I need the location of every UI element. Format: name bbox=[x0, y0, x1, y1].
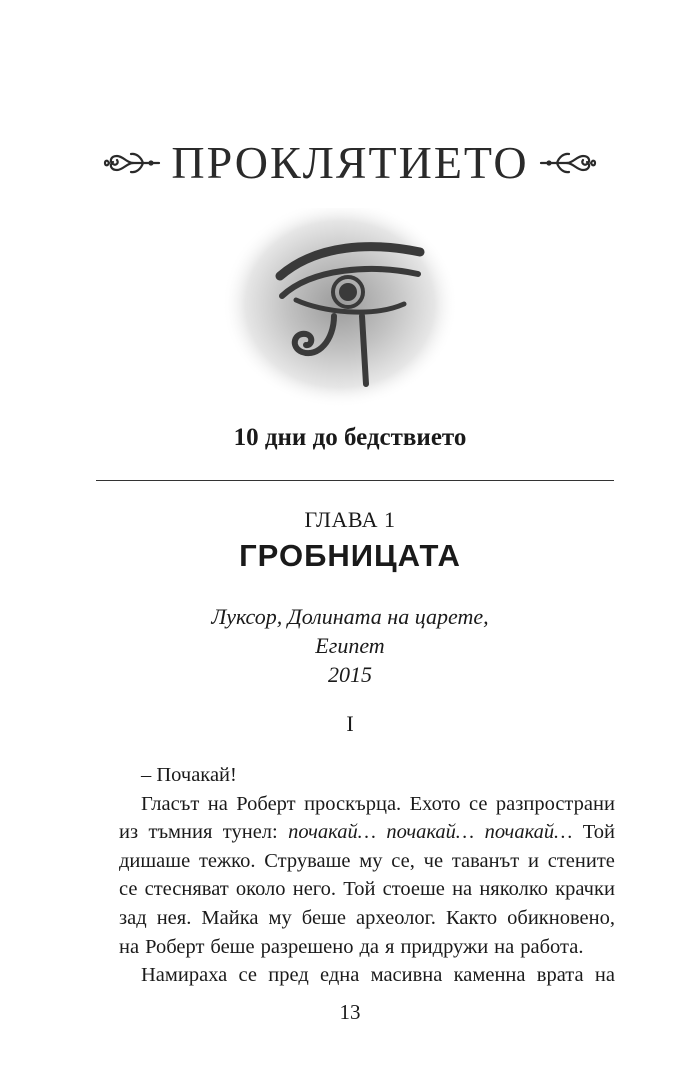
echo-text: почакай… bbox=[386, 821, 475, 844]
countdown-subtitle: 10 дни до бедствието bbox=[233, 424, 467, 451]
setting-line: Египет bbox=[315, 633, 385, 658]
eye-of-horus-icon bbox=[222, 208, 462, 408]
echo-text: почакай… bbox=[484, 821, 573, 844]
text-line: зад нея. Майка му беше археолог. Както обикновено, bbox=[119, 906, 615, 929]
section-number: I bbox=[346, 711, 354, 736]
chapter-title: ГРОБНИЦАТА bbox=[239, 538, 461, 573]
right-flourish-icon bbox=[539, 143, 597, 183]
divider-rule bbox=[96, 480, 614, 481]
chapter-label: ГЛАВА 1 bbox=[304, 507, 396, 532]
text-line: дишаше тежко. Струваше му се, че таванът и стените bbox=[119, 849, 615, 872]
text-line: Намираха се пред една масивна каменна врата на bbox=[141, 964, 615, 987]
book-title: ПРОКЛЯТИЕТО bbox=[171, 137, 529, 188]
text-line: – Почакай! bbox=[141, 764, 237, 786]
eye-emblem bbox=[222, 208, 462, 408]
setting-location bbox=[0, 602, 700, 689]
setting-line: Луксор, Долината на царете, bbox=[211, 604, 489, 629]
text-line: на Роберт беше разрешено да я придружи на работа. bbox=[119, 935, 584, 958]
left-flourish-icon bbox=[103, 143, 161, 183]
echo-text: почакай… bbox=[288, 821, 376, 844]
title-row bbox=[0, 128, 700, 198]
text-line: из тъмния тунел: почакай… почакай… почакай… Той bbox=[119, 818, 615, 847]
text-line: се стесняват около него. Той стоеше на няколко крачки bbox=[119, 878, 615, 901]
text-line: Гласът на Роберт проскърца. Ехото се разпространи bbox=[141, 792, 615, 815]
body-text bbox=[119, 761, 615, 990]
setting-line: 2015 bbox=[328, 662, 372, 687]
page-number: 13 bbox=[339, 1000, 361, 1024]
